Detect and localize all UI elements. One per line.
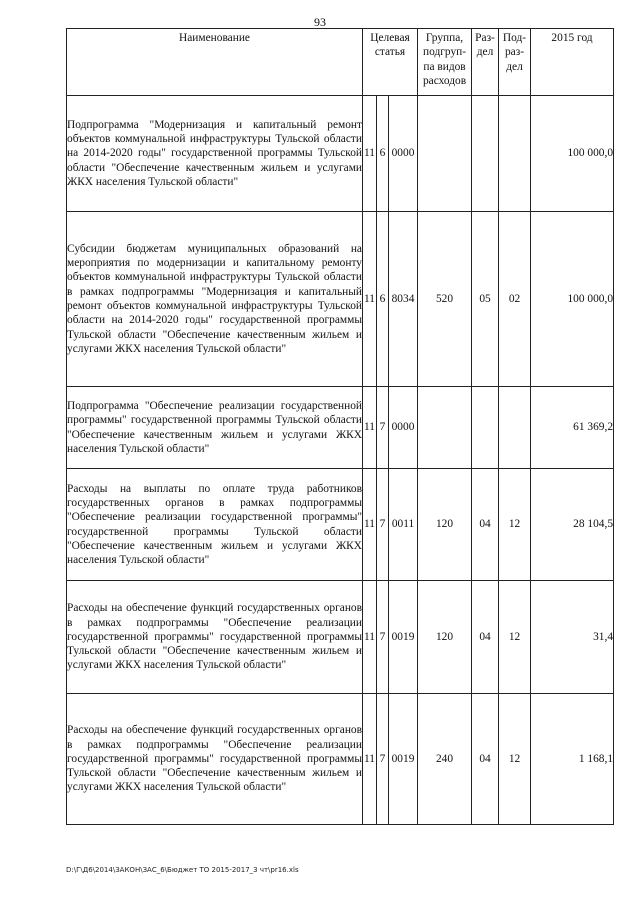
row-section: 04: [472, 581, 499, 694]
header-group: Группа, подгруп-па видов расходов: [418, 29, 472, 96]
row-code-subprogram: 6: [377, 212, 389, 387]
table-row: [67, 581, 614, 694]
row-group: [418, 96, 472, 212]
table-row: [67, 212, 614, 387]
row-group: 120: [418, 581, 472, 694]
row-code-direction: 0000: [389, 96, 418, 212]
row-code-program: 11: [363, 694, 377, 825]
header-year: 2015 год: [531, 29, 614, 96]
row-section: [472, 387, 499, 469]
row-amount: 31,4: [531, 581, 614, 694]
row-code-direction: 0011: [389, 469, 418, 581]
row-subsection: 12: [499, 694, 531, 825]
row-section: 04: [472, 469, 499, 581]
row-name: Расходы на обеспечение функций государственных органов в рамках подпрограммы "Обеспечение реализации государственной программы" государственной программы Тульской области "Обеспечение качественным жильем и услугами ЖКХ населения Тульской области": [67, 581, 363, 694]
row-code-subprogram: 7: [377, 694, 389, 825]
table-row: [67, 469, 614, 581]
row-name: Подпрограмма "Обеспечение реализации государственной программы" государственной программы Тульской области "Обеспечение качественным жильем и услугами ЖКХ населения Тульской области": [67, 387, 363, 469]
row-code-subprogram: 7: [377, 387, 389, 469]
row-amount: 28 104,5: [531, 469, 614, 581]
row-code-program: 11: [363, 581, 377, 694]
table-row: [67, 387, 614, 469]
row-subsection: [499, 96, 531, 212]
header-name: Наименование: [67, 29, 363, 96]
row-name: Расходы на выплаты по оплате труда работников государственных органов в рамках подпрограммы "Обеспечение реализации государственной программы" государственной программы Тульской области "Обеспечение качественным жильем и услугами ЖКХ населения Тульской области": [67, 469, 363, 581]
row-code-program: 11: [363, 469, 377, 581]
row-section: 05: [472, 212, 499, 387]
row-subsection: 12: [499, 469, 531, 581]
row-code-direction: 0019: [389, 694, 418, 825]
row-amount: 61 369,2: [531, 387, 614, 469]
row-group: 240: [418, 694, 472, 825]
row-group: 120: [418, 469, 472, 581]
row-group: [418, 387, 472, 469]
row-code-program: 11: [363, 387, 377, 469]
row-code-subprogram: 7: [377, 469, 389, 581]
header-subsection: Под-раз-дел: [499, 29, 531, 96]
row-name: Субсидии бюджетам муниципальных образований на мероприятия по модернизации и капитальному ремонту объектов коммунальной инфраструктуры Тульской области в рамках подпрограммы "Модернизация и капитальный ремонт объектов коммунальной инфраструктуры Тульской области на 2014-2020 годы" государственной программы Тульской области "Обеспечение качественным жильем и услугами ЖКХ населения Тульской области": [67, 212, 363, 387]
table-row: [67, 96, 614, 212]
page-number: 93: [314, 15, 326, 29]
row-name: Расходы на обеспечение функций государственных органов в рамках подпрограммы "Обеспечение реализации государственной программы" государственной программы Тульской области "Обеспечение качественным жильем и услугами ЖКХ населения Тульской области": [67, 694, 363, 825]
row-code-direction: 0000: [389, 387, 418, 469]
row-name: Подпрограмма "Модернизация и капитальный ремонт объектов коммунальной инфраструктуры Тульской области на 2014-2020 годы" государственной программы Тульской области "Обеспечение качественным жильем и услугами ЖКХ населения Тульской области": [67, 96, 363, 212]
row-code-program: 11: [363, 212, 377, 387]
row-code-subprogram: 7: [377, 581, 389, 694]
row-subsection: [499, 387, 531, 469]
row-amount: 1 168,1: [531, 694, 614, 825]
header-target-article: Целевая статья: [363, 29, 418, 96]
row-subsection: 02: [499, 212, 531, 387]
header-section: Раз-дел: [472, 29, 499, 96]
table-row: [67, 694, 614, 825]
row-amount: 100 000,0: [531, 96, 614, 212]
row-group: 520: [418, 212, 472, 387]
row-section: 04: [472, 694, 499, 825]
row-code-direction: 0019: [389, 581, 418, 694]
row-code-subprogram: 6: [377, 96, 389, 212]
row-subsection: 12: [499, 581, 531, 694]
table-header-row: [67, 29, 614, 96]
footer-file-path: D:\Г\Д6\2014\ЗАКОН\ЗАС_6\Бюджет ТО 2015-2017_3 чт\pr16.xls: [66, 866, 299, 874]
row-code-program: 11: [363, 96, 377, 212]
row-amount: 100 000,0: [531, 212, 614, 387]
row-section: [472, 96, 499, 212]
budget-table: [66, 28, 614, 825]
row-code-direction: 8034: [389, 212, 418, 387]
